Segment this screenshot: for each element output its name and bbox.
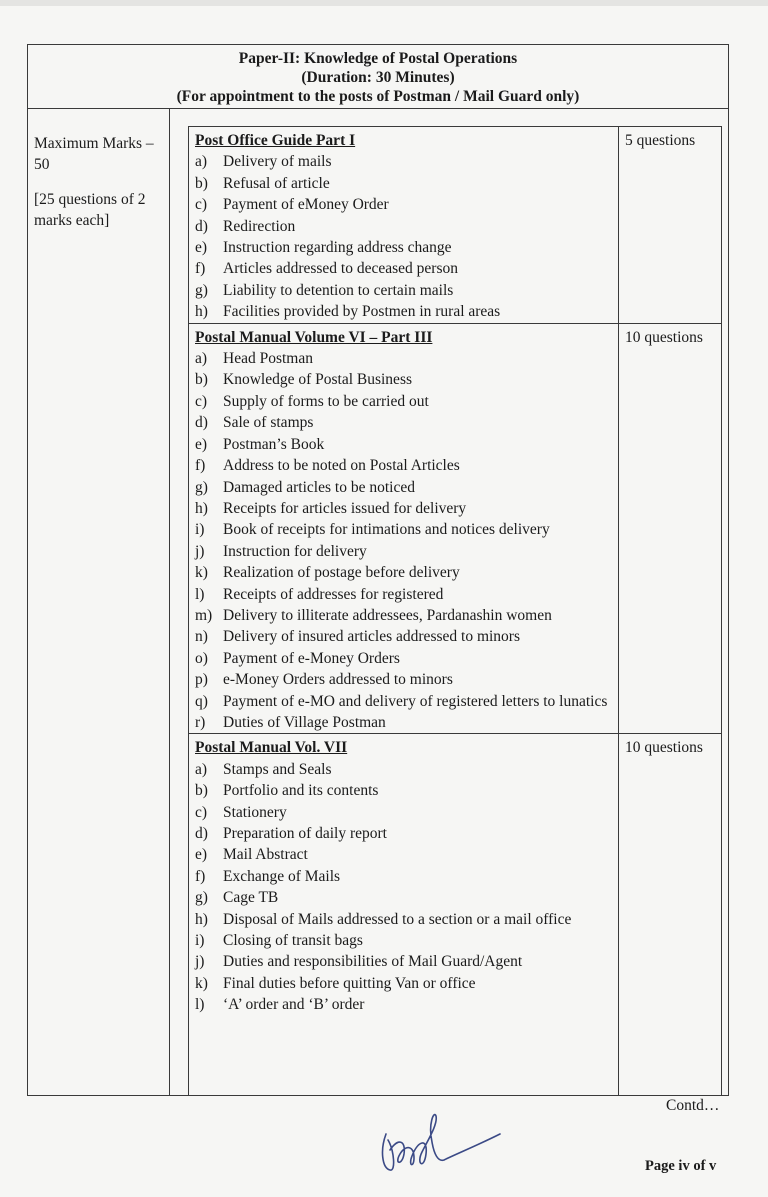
question-count: 10 questions bbox=[625, 739, 703, 757]
topic-label: e) bbox=[195, 435, 208, 453]
topic-text: Realization of postage before delivery bbox=[223, 564, 460, 582]
topic-label: n) bbox=[195, 628, 208, 646]
section-title: Post Office Guide Part I bbox=[195, 132, 356, 149]
topic-text: Closing of transit bags bbox=[223, 932, 363, 950]
topic-label: e) bbox=[195, 846, 208, 864]
topic-item bbox=[195, 237, 613, 258]
topic-label: k) bbox=[195, 974, 208, 992]
topic-item bbox=[195, 669, 613, 690]
topic-text: e-Money Orders addressed to minors bbox=[223, 671, 453, 689]
topic-text: Articles addressed to deceased person bbox=[223, 260, 458, 278]
topic-label: f) bbox=[195, 260, 206, 278]
duration: (Duration: 30 Minutes) bbox=[301, 69, 455, 86]
topic-item bbox=[195, 823, 613, 844]
topic-text: Refusal of article bbox=[223, 174, 330, 192]
topic-item bbox=[195, 280, 613, 301]
topic-label: b) bbox=[195, 782, 208, 800]
topic-label: c) bbox=[195, 803, 208, 821]
topic-item bbox=[195, 412, 613, 433]
topic-label: l) bbox=[195, 585, 205, 603]
topic-label: c) bbox=[195, 196, 208, 214]
topic-text: Payment of eMoney Order bbox=[223, 196, 389, 214]
topic-item bbox=[195, 866, 613, 887]
maximum-marks: Maximum Marks – 50 bbox=[34, 135, 154, 173]
topic-item bbox=[195, 216, 613, 237]
topic-text: Knowledge of Postal Business bbox=[223, 371, 413, 389]
topic-item bbox=[195, 173, 613, 194]
topic-item bbox=[195, 844, 613, 865]
topic-label: b) bbox=[195, 371, 208, 389]
topic-text: Stamps and Seals bbox=[223, 760, 332, 778]
topic-label: j) bbox=[195, 953, 205, 971]
topic-text: Head Postman bbox=[223, 350, 313, 368]
topic-text: Sale of stamps bbox=[223, 414, 314, 432]
questions-note: [25 questions of 2 marks each] bbox=[34, 191, 146, 229]
topic-label: l) bbox=[195, 996, 205, 1014]
topic-label: g) bbox=[195, 889, 208, 907]
topic-item bbox=[195, 584, 613, 605]
topic-label: i) bbox=[195, 932, 205, 950]
paper-title: Paper-II: Knowledge of Postal Operations bbox=[238, 50, 518, 67]
topic-text: Liability to detention to certain mails bbox=[223, 281, 454, 299]
topic-text: Instruction regarding address change bbox=[223, 239, 452, 257]
topic-text: Exchange of Mails bbox=[223, 867, 341, 885]
topic-label: a) bbox=[195, 153, 208, 171]
section-title: Postal Manual Vol. VII bbox=[195, 739, 348, 757]
topic-label: m) bbox=[195, 606, 213, 624]
topic-label: h) bbox=[195, 499, 208, 517]
topic-item bbox=[195, 626, 613, 647]
question-count: 10 questions bbox=[625, 328, 703, 346]
topic-label: d) bbox=[195, 414, 208, 432]
topic-label: b) bbox=[195, 174, 208, 192]
topic-item bbox=[195, 909, 613, 930]
topic-item bbox=[195, 301, 613, 322]
topic-item bbox=[195, 348, 613, 369]
topic-label: o) bbox=[195, 649, 208, 667]
topic-item bbox=[195, 151, 613, 172]
topic-text: ‘A’ order and ‘B’ order bbox=[223, 996, 365, 1014]
topic-item bbox=[195, 455, 613, 476]
topic-label: a) bbox=[195, 350, 208, 368]
syllabus-section bbox=[189, 127, 721, 324]
question-count: 5 questions bbox=[625, 132, 696, 149]
topic-text: Cage TB bbox=[223, 889, 279, 907]
topic-item bbox=[195, 648, 613, 669]
topic-text: Delivery to illiterate addressees, Pardanashin women bbox=[223, 606, 552, 624]
topic-text: Mail Abstract bbox=[223, 846, 308, 864]
section-topics bbox=[189, 127, 619, 323]
topic-item bbox=[195, 194, 613, 215]
topic-text: Address to be noted on Postal Articles bbox=[223, 457, 460, 475]
topic-item bbox=[195, 477, 613, 498]
topic-text: Facilities provided by Postmen in rural areas bbox=[223, 303, 501, 321]
topic-text: Stationery bbox=[223, 803, 287, 821]
topic-item bbox=[195, 498, 613, 519]
topic-item bbox=[195, 802, 613, 823]
topic-item bbox=[195, 434, 613, 455]
topic-label: g) bbox=[195, 281, 208, 299]
topic-text: Duties of Village Postman bbox=[223, 713, 386, 731]
topic-label: j) bbox=[195, 542, 205, 560]
topic-item bbox=[195, 994, 613, 1015]
syllabus-section bbox=[189, 324, 721, 735]
topic-text: Duties and responsibilities of Mail Guard/Agent bbox=[223, 953, 523, 971]
signature bbox=[372, 1110, 510, 1180]
topic-label: f) bbox=[195, 457, 206, 475]
topic-text: Payment of e-MO and delivery of registered letters to lunatics bbox=[223, 692, 608, 710]
section-topics bbox=[189, 734, 619, 1096]
topic-text: Receipts for articles issued for delivery bbox=[223, 499, 467, 517]
topic-item bbox=[195, 369, 613, 390]
topic-label: f) bbox=[195, 867, 206, 885]
topic-item bbox=[195, 887, 613, 908]
topic-label: q) bbox=[195, 692, 208, 710]
page-number: Page iv of v bbox=[645, 1158, 717, 1174]
topic-item bbox=[195, 519, 613, 540]
topic-text: Receipts of addresses for registered bbox=[223, 585, 444, 603]
topic-item bbox=[195, 973, 613, 994]
topic-text: Supply of forms to be carried out bbox=[223, 392, 429, 410]
topic-text: Disposal of Mails addressed to a section or a mail office bbox=[223, 910, 572, 928]
topic-text: Damaged articles to be noticed bbox=[223, 478, 415, 496]
topic-text: Payment of e-Money Orders bbox=[223, 649, 400, 667]
topic-item bbox=[195, 541, 613, 562]
topic-text: Delivery of insured articles addressed to minors bbox=[223, 628, 520, 646]
topic-label: p) bbox=[195, 671, 208, 689]
topic-item bbox=[195, 712, 613, 733]
topic-text: Final duties before quitting Van or office bbox=[223, 974, 476, 992]
topic-item bbox=[195, 562, 613, 583]
continued-note: Contd… bbox=[666, 1097, 720, 1114]
topic-label: d) bbox=[195, 825, 208, 842]
topic-label: h) bbox=[195, 910, 208, 928]
topic-label: i) bbox=[195, 521, 205, 539]
topics-table bbox=[188, 126, 722, 1096]
table-header bbox=[28, 45, 728, 109]
topic-label: a) bbox=[195, 760, 208, 778]
topic-item bbox=[195, 930, 613, 951]
document-page bbox=[0, 6, 768, 1197]
topic-text: Delivery of mails bbox=[223, 153, 332, 171]
section-topics bbox=[189, 324, 619, 734]
appointment-note: (For appointment to the posts of Postman / Mail Guard only) bbox=[176, 88, 580, 105]
topic-label: c) bbox=[195, 392, 208, 410]
topic-text: Postman’s Book bbox=[223, 435, 325, 453]
topic-item bbox=[195, 605, 613, 626]
topic-label: g) bbox=[195, 478, 208, 496]
marks-column bbox=[28, 109, 170, 1095]
topic-text: Preparation of daily report bbox=[223, 825, 387, 842]
topic-item bbox=[195, 691, 613, 712]
topic-item bbox=[195, 759, 613, 780]
topic-item bbox=[195, 258, 613, 279]
topic-item bbox=[195, 780, 613, 801]
topic-label: h) bbox=[195, 303, 208, 321]
section-title: Postal Manual Volume VI – Part III bbox=[195, 328, 433, 346]
syllabus-section bbox=[189, 734, 721, 1096]
topic-item bbox=[195, 951, 613, 972]
topic-label: k) bbox=[195, 564, 208, 582]
topic-text: Portfolio and its contents bbox=[223, 782, 379, 800]
topic-text: Redirection bbox=[223, 217, 296, 235]
topic-text: Instruction for delivery bbox=[223, 542, 367, 560]
topic-label: r) bbox=[195, 713, 206, 731]
topic-item bbox=[195, 391, 613, 412]
topic-label: e) bbox=[195, 239, 208, 257]
topic-label: d) bbox=[195, 217, 208, 235]
topic-text: Book of receipts for intimations and notices delivery bbox=[223, 521, 550, 539]
